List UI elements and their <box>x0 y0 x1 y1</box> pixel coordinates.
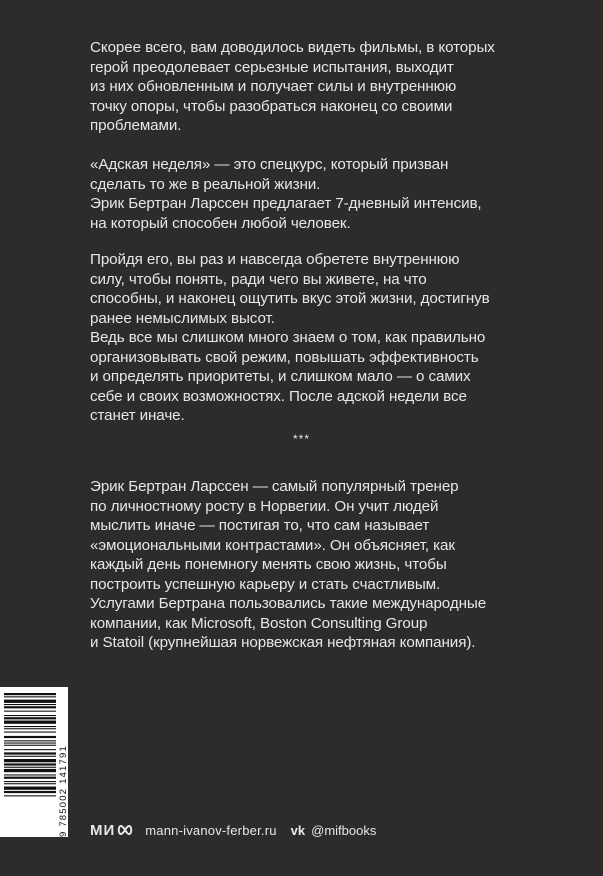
text-line: Пройдя его, вы раз и навсегда обретете внутреннюю <box>90 251 460 268</box>
text-line: на который способен любой человек. <box>90 214 351 232</box>
publisher-website-link[interactable]: mann-ivanov-ferber.ru <box>145 822 277 838</box>
text-line: компании, как Microsoft, Boston Consulting Group <box>90 614 428 632</box>
paragraph-intro <box>90 38 560 136</box>
text-line: Услугами Бертрана пользовались такие международные <box>90 595 487 612</box>
text-line: Эрик Бертран Ларссен — самый популярный тренер <box>90 478 459 495</box>
text-line: и определять приоритеты, и слишком мало — о самих <box>90 368 471 385</box>
infinity-icon <box>117 824 133 836</box>
social-handle-link[interactable]: @mifbooks <box>311 822 377 838</box>
text-line: организовывать свой режим, повышать эффективность <box>90 348 479 366</box>
text-line: способны, и наконец ощутить вкус этой жизни, достигнув <box>90 290 490 307</box>
barcode-digits: 9 785002 141791 <box>58 745 69 837</box>
text-line: по личностному росту в Норвегии. Он учит людей <box>90 497 439 515</box>
text-line: проблемами. <box>90 117 182 134</box>
paragraph-benefits <box>90 250 560 426</box>
text-line: «Адская неделя» — это спецкурс, который призван <box>90 156 449 173</box>
section-separator: *** <box>292 432 310 446</box>
text-line: герой преодолевает серьезные испытания, выходит <box>90 58 454 76</box>
publisher-logo-text: МИ <box>90 821 116 839</box>
text-line: Ведь все мы слишком много знаем о том, как правильно <box>90 329 486 346</box>
text-line: «эмоциональными контрастами». Он объясняет, как <box>90 536 455 554</box>
text-line: ранее немыслимых высот. <box>90 309 275 327</box>
paragraph-author <box>90 477 560 653</box>
text-line: каждый день понемногу менять свою жизнь, чтобы <box>90 556 447 573</box>
text-line: из них обновленным и получает силы и внутреннюю <box>90 78 457 95</box>
text-line: сделать то же в реальной жизни. <box>90 175 321 193</box>
text-line: точку опоры, чтобы разобраться наконец со своими <box>90 97 453 115</box>
text-line: станет иначе. <box>90 407 185 424</box>
publisher-logo <box>90 822 133 839</box>
text-line: мыслить иначе — постигая то, что сам называет <box>90 517 430 534</box>
paragraph-course <box>90 155 560 233</box>
publisher-footer <box>90 820 376 840</box>
text-line: построить успешную карьеру и стать счастливым. <box>90 575 441 593</box>
text-line: Скорее всего, вам доводилось видеть фильмы, в которых <box>90 39 495 56</box>
text-line: Эрик Бертран Ларссен предлагает 7-дневный интенсив, <box>90 195 482 212</box>
vk-icon[interactable]: vk <box>290 822 306 838</box>
text-line: и Statoil (крупнейшая норвежская нефтяная компания). <box>90 634 476 651</box>
text-line: себе и своих возможностях. После адской недели все <box>90 387 467 405</box>
text-line: силу, чтобы понять, ради чего вы живете, на что <box>90 270 427 288</box>
